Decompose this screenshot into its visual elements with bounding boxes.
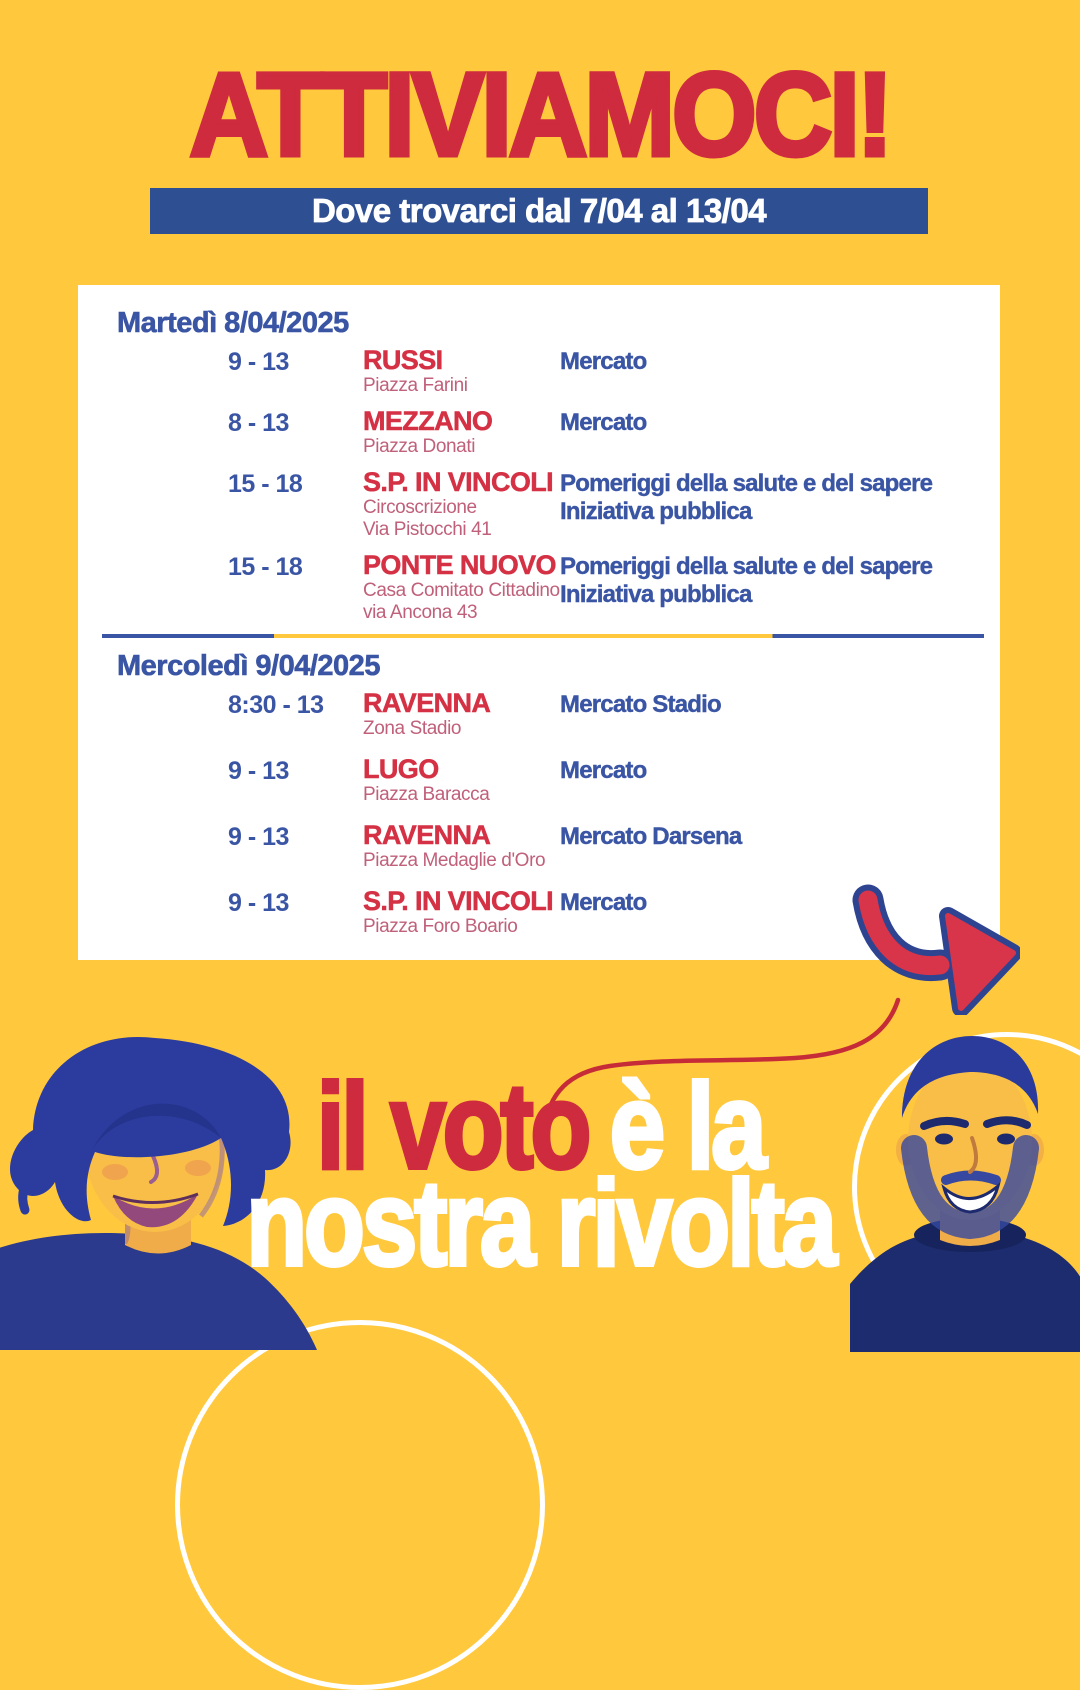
- event-description-line: Mercato: [560, 409, 647, 436]
- event-place-name: LUGO: [363, 754, 439, 784]
- tagline-line-2: nostra rivolta: [246, 1155, 834, 1291]
- event-description: [560, 345, 1000, 376]
- event-address-line: Casa Comitato Cittadino: [363, 580, 560, 601]
- event-description: [560, 406, 1000, 437]
- event-address-line: Piazza Foro Boario: [363, 916, 518, 937]
- event-place-name: RAVENNA: [363, 688, 491, 718]
- table-row: [228, 345, 1000, 397]
- event-time: 8:30 - 13: [228, 691, 324, 719]
- event-place-name: PONTE NUOVO: [363, 550, 556, 580]
- event-address-line: via Ancona 43: [363, 602, 478, 623]
- event-description: [560, 754, 1000, 785]
- table-row: [228, 406, 1000, 458]
- event-time: 9 - 13: [228, 757, 289, 785]
- event-description-line: Iniziativa pubblica: [560, 581, 752, 608]
- event-place: [363, 886, 560, 938]
- event-place: [363, 820, 560, 872]
- event-place-name: MEZZANO: [363, 406, 493, 436]
- event-address-line: Piazza Medaglie d'Oro: [363, 850, 546, 871]
- event-description-line: Pomeriggi della salute e del sapere: [560, 553, 933, 580]
- event-place: [363, 345, 560, 397]
- event-address-line: Piazza Baracca: [363, 784, 490, 805]
- curved-arrow-icon: [845, 880, 1020, 1015]
- day-header: Mercoledì 9/04/2025: [117, 650, 380, 682]
- table-row: [228, 550, 1000, 624]
- section-divider: [102, 634, 984, 638]
- event-place-name: S.P. IN VINCOLI: [363, 886, 554, 916]
- event-description: [560, 688, 1000, 719]
- event-description-line: Mercato: [560, 348, 647, 375]
- circle-outline-decoration: [175, 1320, 545, 1690]
- event-place-name: RAVENNA: [363, 820, 491, 850]
- table-row: [228, 754, 1000, 806]
- event-description-line: Pomeriggi della salute e del sapere: [560, 470, 933, 497]
- table-row: [228, 467, 1000, 541]
- event-place: [363, 688, 560, 740]
- event-address-line: Circoscrizione: [363, 497, 477, 518]
- event-time: 15 - 18: [228, 553, 303, 581]
- event-description: [560, 820, 1000, 851]
- event-place-name: S.P. IN VINCOLI: [363, 467, 554, 497]
- table-row: [228, 688, 1000, 740]
- subtitle-text: Dove trovarci dal 7/04 al 13/04: [311, 192, 767, 229]
- page-title: ATTIVIAMOCI!: [189, 49, 891, 181]
- event-description: [560, 467, 1000, 526]
- event-description-line: Mercato: [560, 757, 647, 784]
- event-time: 9 - 13: [228, 823, 289, 851]
- event-place: [363, 550, 560, 624]
- event-address-line: Via Pistocchi 41: [363, 519, 492, 540]
- tagline-red-text: il voto: [316, 1058, 589, 1194]
- event-description: [560, 550, 1000, 609]
- event-description-line: Mercato Darsena: [560, 823, 742, 850]
- event-description-line: Mercato Stadio: [560, 691, 721, 718]
- tagline-white-text: è la: [609, 1058, 764, 1194]
- event-description-line: Mercato: [560, 889, 647, 916]
- schedule-card: [78, 285, 1000, 960]
- subtitle-banner: [150, 188, 928, 234]
- man-photo: [840, 1022, 1080, 1352]
- woman-photo: [0, 1020, 335, 1350]
- event-place-name: RUSSI: [363, 345, 443, 375]
- event-place: [363, 406, 560, 458]
- event-time: 8 - 13: [228, 409, 289, 437]
- event-address-line: Piazza Farini: [363, 375, 468, 396]
- event-address-line: Piazza Donati: [363, 436, 476, 457]
- event-place: [363, 754, 560, 806]
- event-time: 9 - 13: [228, 889, 289, 917]
- day-section-tuesday: [78, 307, 1000, 624]
- day-header: Martedì 8/04/2025: [117, 307, 349, 339]
- event-time: 9 - 13: [228, 348, 289, 376]
- event-address-line: Zona Stadio: [363, 718, 462, 739]
- event-place: [363, 467, 560, 541]
- event-description-line: Iniziativa pubblica: [560, 498, 752, 525]
- table-row: [228, 820, 1000, 872]
- event-time: 15 - 18: [228, 470, 303, 498]
